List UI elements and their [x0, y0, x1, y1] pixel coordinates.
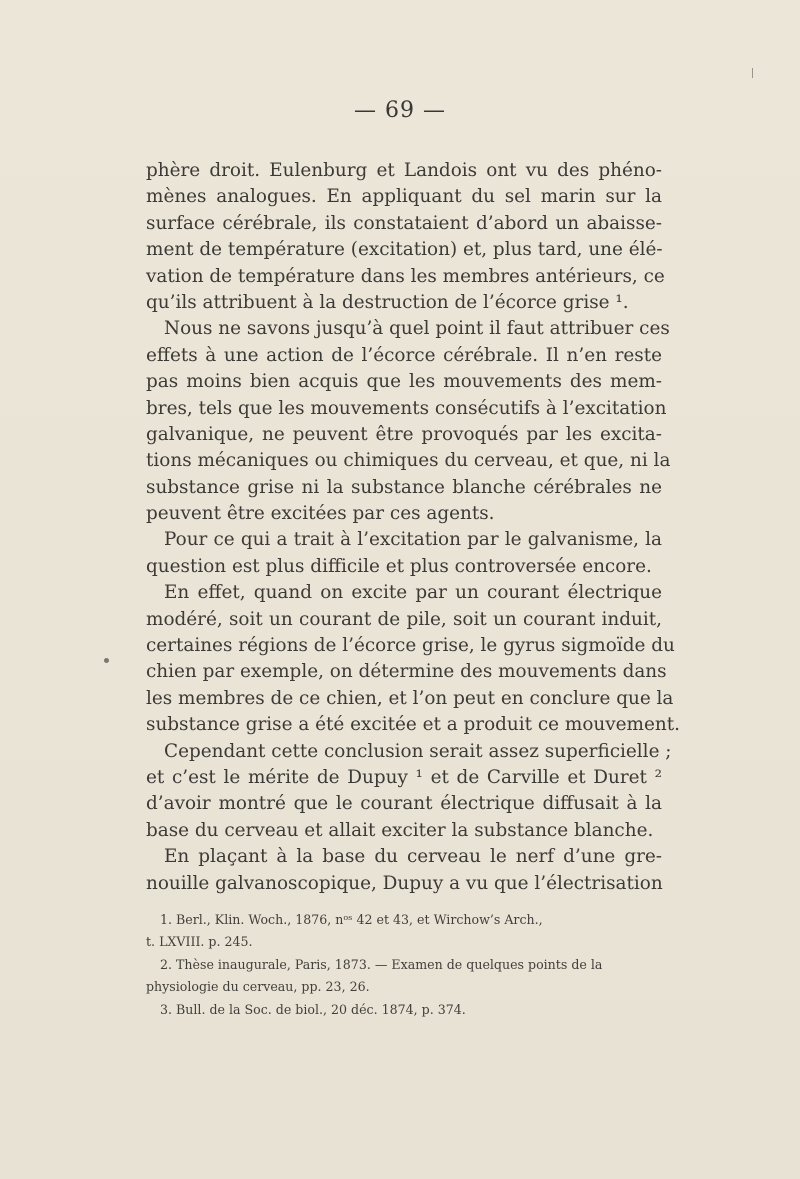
text-line: galvanique, ne peuvent être provoqués par les excita- — [146, 423, 662, 445]
footnotes — [146, 909, 662, 1021]
margin-dot — [104, 658, 109, 663]
text-line: peuvent être excitées par ces agents. — [146, 503, 495, 525]
text-line: substance grise ni la substance blanche cérébrales ne — [146, 476, 662, 498]
text-line: certaines régions de l’écorce grise, le gyrus sigmoïde du — [146, 635, 675, 657]
page-number: — 69 — — [354, 98, 446, 123]
text-line: bres, tels que les mouvements consécutifs à l’excitation — [146, 397, 667, 419]
text-line: surface cérébrale, ils constataient d’abord un abaisse- — [146, 212, 662, 234]
text-line: En effet, quand on excite par un courant électrique — [164, 582, 662, 604]
footnote-line: 1. Berl., Klin. Woch., 1876, nᵒˢ 42 et 43, et Wirchow’s Arch., — [160, 912, 543, 927]
text-line: pas moins bien acquis que les mouvements des mem- — [146, 371, 662, 393]
text-line: modéré, soit un courant de pile, soit un courant induit, — [146, 608, 662, 630]
text-line: Nous ne savons jusqu’à quel point il faut attribuer ces — [164, 318, 670, 340]
text-line: vation de température dans les membres antérieurs, ce — [146, 265, 665, 287]
text-line: d’avoir montré que le courant électrique diffusait à la — [146, 793, 662, 815]
text-line: qu’ils attribuent à la destruction de l’écorce grise ¹. — [146, 291, 629, 313]
text-line: Pour ce qui a trait à l’excitation par le galvanisme, la — [164, 529, 662, 551]
edge-mark — [752, 68, 753, 78]
body-text — [146, 158, 680, 897]
footnote-line: 2. Thèse inaugurale, Paris, 1873. — Examen de quelques points de la — [160, 956, 603, 972]
text-line: et c’est le mérite de Dupuy ¹ et de Carville et Duret ² — [146, 766, 662, 788]
text-line: base du cerveau et allait exciter la substance blanche. — [146, 819, 654, 841]
footnote-line: t. LXVIII. p. 245. — [146, 934, 253, 950]
text-line: En plaçant à la base du cerveau le nerf d’une gre- — [164, 846, 662, 868]
text-line: tions mécaniques ou chimiques du cerveau, et que, ni la — [146, 450, 671, 472]
text-line: ment de température (excitation) et, plus tard, une élé- — [146, 239, 663, 261]
footnote-line: 3. Bull. de la Soc. de biol., 20 déc. 1874, p. 374. — [160, 1001, 466, 1017]
text-line: les membres de ce chien, et l’on peut en conclure que la — [146, 687, 674, 709]
text-line: effets à une action de l’écorce cérébrale. Il n’en reste — [146, 344, 662, 366]
text-line: nouille galvanoscopique, Dupuy a vu que l’électrisation — [146, 872, 663, 894]
text-line: Cependant cette conclusion serait assez superficielle ; — [164, 740, 672, 762]
text-line: phère droit. Eulenburg et Landois ont vu des phéno- — [146, 160, 662, 181]
text-line: question est plus difficile et plus controversée encore. — [146, 555, 652, 577]
text-line: substance grise a été excitée et a produit ce mouvement. — [146, 714, 680, 736]
text-line: mènes analogues. En appliquant du sel marin sur la — [146, 186, 662, 208]
text-line: chien par exemple, on détermine des mouvements dans — [146, 661, 667, 683]
footnote-line: physiologie du cerveau, pp. 23, 26. — [146, 979, 370, 995]
